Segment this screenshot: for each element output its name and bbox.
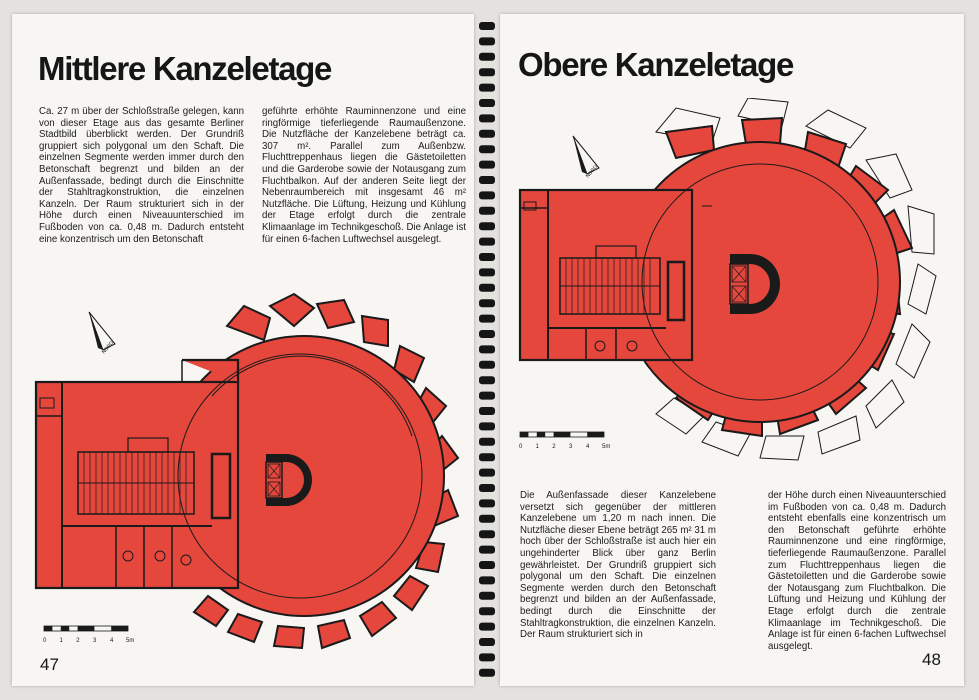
binding-ring	[479, 191, 495, 199]
binding-ring	[479, 284, 495, 292]
binding-ring	[479, 268, 495, 276]
scale-label: 4	[586, 444, 590, 450]
text-column-2: geführte erhöhte Rauminnenzone und eine ringförmige tieferliegende Raumaußenzone. Die Nutzfläche der Kanzelebene beträgt ca. 307 m². Parallel zum Außenbzw. Fluchttreppenhaus liegen die Gästetoiletten und die Garderobe sowie der Notausgang zum Fluchtbalkon. Auf der anderen Seite liegt der Nebenraumbereich mit insgesamt 46 m² Nutzfläche. Die Lüftung, Heizung und Kühlung der Etage erfolgt durch die zentrale Klimaanlage im Technikgeschoß. Die Anlage ist für einen 6-fachen Luftwechsel ausgelegt.	[262, 106, 466, 245]
binding-ring	[479, 576, 495, 584]
binding-ring	[479, 469, 495, 477]
binding-ring	[479, 361, 495, 369]
text-column-2: der Höhe durch einen Niveauunterschied im Fußboden von ca. 0,48 m. Dadurch entsteht ebenfalls eine konzentrisch um den Betonschaft geführte erhöhte Rauminnenzone und eine ringförmige, tieferliegende Raumaußenzone. Parallel zum Fluchttreppenhaus liegen die Gästetoiletten und die Garderobe sowie der Notausgang zum Fluchtbalkon. Die Lüftung und Heizung und Kühlung der Etage erfolgt durch die zentrale Klimaanlage im Technikgeschoß. Die Anlage ist für einen 6-fachen Luftwechsel ausgelegt.	[768, 490, 946, 652]
binding-ring	[479, 22, 495, 30]
scale-bar	[42, 624, 138, 654]
page-number: 47	[40, 655, 59, 674]
binding-ring	[479, 315, 495, 323]
binding-ring	[479, 68, 495, 76]
binding-ring	[479, 422, 495, 430]
text-column-1: Die Außenfassade dieser Kanzelebene versetzt sich gegenüber der mittleren Kanzelebene um 1,20 m nach innen. Die Nutzfläche dieser Ebene beträgt 265 m² 31 m hoch über der Schloßstraße ist auch hier ein ungehinderter Blick über ganz Berlin gewährleistet. Der Grundriß gruppiert sich polygonal um den Schaft. Die einzelnen Segmente werden durch den Betonschaft begrenzt und bilden an der Außenfassade, bedingt durch die Einschnitte der Stahltragkonstruktion, die einzelnen Kanzeln. Der Raum strukturiert sich in	[520, 490, 716, 641]
binding-ring	[479, 407, 495, 415]
scale-label: 0	[519, 444, 523, 450]
scale-label: 4	[110, 638, 114, 644]
binding-ring	[479, 623, 495, 631]
north-label: NORD	[584, 164, 600, 180]
scale-label: 1	[535, 444, 539, 450]
binding-ring	[479, 561, 495, 569]
scale-label: 5m	[126, 638, 135, 644]
binding-ring	[479, 453, 495, 461]
scale-label: 1	[59, 638, 63, 644]
binding-ring	[479, 176, 495, 184]
binding-ring	[479, 99, 495, 107]
binding-ring	[479, 161, 495, 169]
page-title: Obere Kanzeletage	[518, 46, 794, 83]
binding-ring	[479, 253, 495, 261]
binding-ring	[479, 37, 495, 45]
binding-ring	[479, 592, 495, 600]
binding-ring	[479, 330, 495, 338]
scale-label: 5m	[602, 444, 611, 450]
scale-label: 3	[569, 444, 573, 450]
page-number: 48	[922, 650, 941, 669]
text-column-1: Ca. 27 m über der Schloßstraße gelegen, kann von dieser Etage aus das gesamte Berliner Stadtbild überblickt werden. Der Grundriß gruppiert sich polygonal um den Schaft. Die einzelnen Segmente werden immer durch den Betonschaft begrenzt und bilden an der Außenfassade, bedingt durch die Einschnitte der Stahltragkonstruktion, die einzelnen Kanzeln. Der Raum strukturiert sich in der Höhe durch einen Niveauunterschied im Fußboden von ca. 0,48 m. Dadurch entsteht eine konzentrisch um den Betonschaft	[39, 106, 244, 245]
binding-ring	[479, 669, 495, 677]
binding-ring	[479, 438, 495, 446]
binding-ring	[479, 145, 495, 153]
binding-ring	[479, 238, 495, 246]
scale-label: 2	[76, 638, 80, 644]
binding-ring	[479, 345, 495, 353]
binding-ring	[479, 299, 495, 307]
binding-ring	[479, 499, 495, 507]
binding-ring	[479, 53, 495, 61]
page-title: Mittlere Kanzeletage	[38, 50, 332, 87]
binding-ring	[479, 607, 495, 615]
floor-plan-mittlere	[32, 286, 472, 658]
binding-ring	[479, 392, 495, 400]
scale-label: 2	[552, 444, 556, 450]
left-page	[12, 14, 474, 686]
binding-ring	[479, 546, 495, 554]
binding-ring	[479, 638, 495, 646]
scale-label: 3	[93, 638, 97, 644]
binding-ring	[479, 222, 495, 230]
scale-label: 0	[43, 638, 47, 644]
binding-ring	[479, 130, 495, 138]
binding-ring	[479, 114, 495, 122]
spiral-binding	[478, 18, 496, 678]
right-page	[500, 14, 964, 686]
north-label: NORD	[100, 340, 116, 356]
scale-bar	[518, 430, 614, 460]
binding-ring	[479, 376, 495, 384]
binding-ring	[479, 530, 495, 538]
floor-plan-obere	[516, 98, 960, 470]
binding-ring	[479, 207, 495, 215]
binding-ring	[479, 515, 495, 523]
binding-ring	[479, 484, 495, 492]
binding-ring	[479, 653, 495, 661]
binding-ring	[479, 84, 495, 92]
